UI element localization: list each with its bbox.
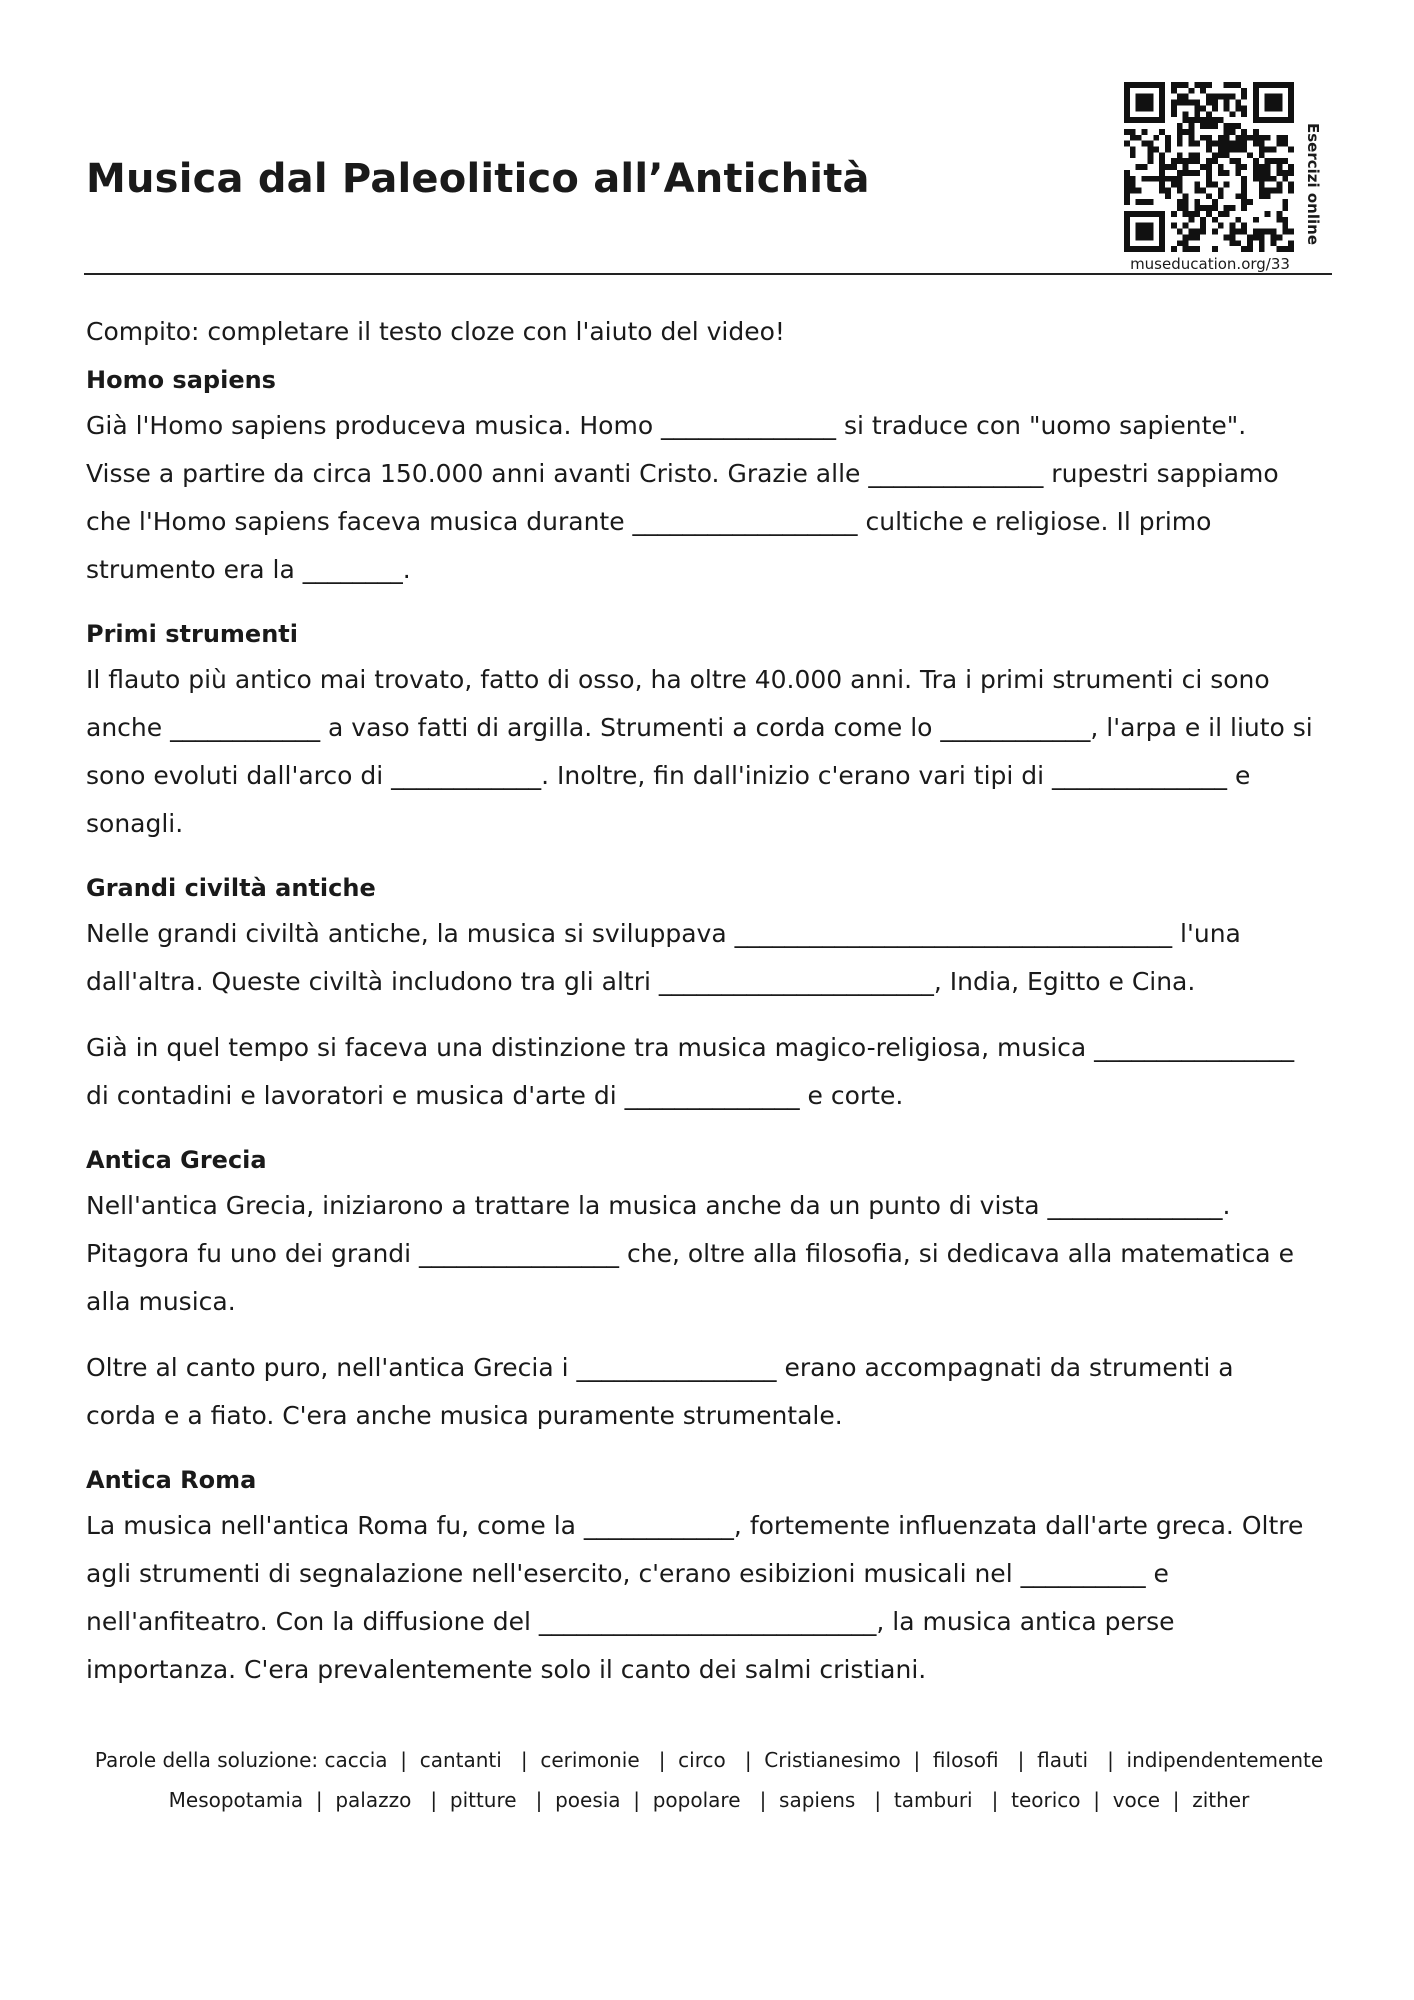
worksheet-content xyxy=(86,308,1336,1712)
section-heading-grandi-civilta: Grandi civiltà antiche xyxy=(86,874,376,902)
solution-words-line-2: Mesopotamia | palazzo | pitture | poesia | popolare | sapiens | tamburi | teorico | voce | zither xyxy=(168,1788,1250,1812)
cloze-paragraph: Oltre al canto puro, nell'antica Grecia i ________________ erano accompagnati da strumenti a corda e a fiato. C'era anche musica puramente strumentale. xyxy=(86,1353,1234,1430)
solution-words-line-1: Parole della soluzione: caccia | cantanti | cerimonie | circo | Cristianesimo | filosofi | flauti | indipendentemente xyxy=(94,1748,1324,1772)
section-heading-antica-roma: Antica Roma xyxy=(86,1466,257,1494)
section-heading-antica-grecia: Antica Grecia xyxy=(86,1146,267,1174)
cloze-paragraph: Il flauto più antico mai trovato, fatto di osso, ha oltre 40.000 anni. Tra i primi strumenti ci sono anche ____________ a vaso fatti di argilla. Strumenti a corda come lo ____________, l'arpa e il liuto si sono evoluti dall'arco di ____________. Inoltre, fin dall'inizio c'erano vari tipi di ______________ e sonagli. xyxy=(86,665,1313,838)
page-title: Musica dal Paleolitico all’Antichità xyxy=(86,156,870,202)
header-divider xyxy=(84,273,1332,275)
solution-words xyxy=(84,1740,1334,1820)
online-exercises-label xyxy=(1296,114,1330,254)
section-heading-primi-strumenti: Primi strumenti xyxy=(86,620,298,648)
qr-code-icon[interactable] xyxy=(1124,82,1294,252)
online-exercises-text: Esercizi online xyxy=(1304,123,1322,245)
cloze-paragraph: Nell'antica Grecia, iniziarono a trattare la musica anche da un punto di vista ______________. Pitagora fu uno dei grandi ________________ che, oltre alla filosofia, si dedicava alla matematica e alla musica. xyxy=(86,1191,1294,1316)
cloze-paragraph: Nelle grandi civiltà antiche, la musica si sviluppava ___________________________________ l'una dall'altra. Queste civiltà includono tra gli altri ______________________, India, Egitto e Cina. xyxy=(86,919,1241,996)
exercise-url[interactable]: museducation.org/33 xyxy=(1130,255,1290,273)
section-heading-homo-sapiens: Homo sapiens xyxy=(86,366,276,394)
cloze-paragraph: Già l'Homo sapiens produceva musica. Homo ______________ si traduce con "uomo sapiente". Visse a partire da circa 150.000 anni avanti Cristo. Grazie alle ______________ rupestri sappiamo che l'Homo sapiens faceva musica durante __________________ cultiche e religiose. Il primo strumento era la ________. xyxy=(86,411,1279,584)
cloze-paragraph: Già in quel tempo si faceva una distinzione tra musica magico-religiosa, musica ________________ di contadini e lavoratori e musica d'arte di ______________ e corte. xyxy=(86,1033,1295,1110)
cloze-paragraph: La musica nell'antica Roma fu, come la ____________, fortemente influenzata dall'arte greca. Oltre agli strumenti di segnalazione nell'esercito, c'erano esibizioni musicali nel __________ e nell'anfiteatro. Con la diffusione del ___________________________, la musica antica perse importanza. C'era prevalentemente solo il canto dei salmi cristiani. xyxy=(86,1511,1304,1684)
task-instruction: Compito: completare il testo cloze con l'aiuto del video! xyxy=(86,317,785,346)
